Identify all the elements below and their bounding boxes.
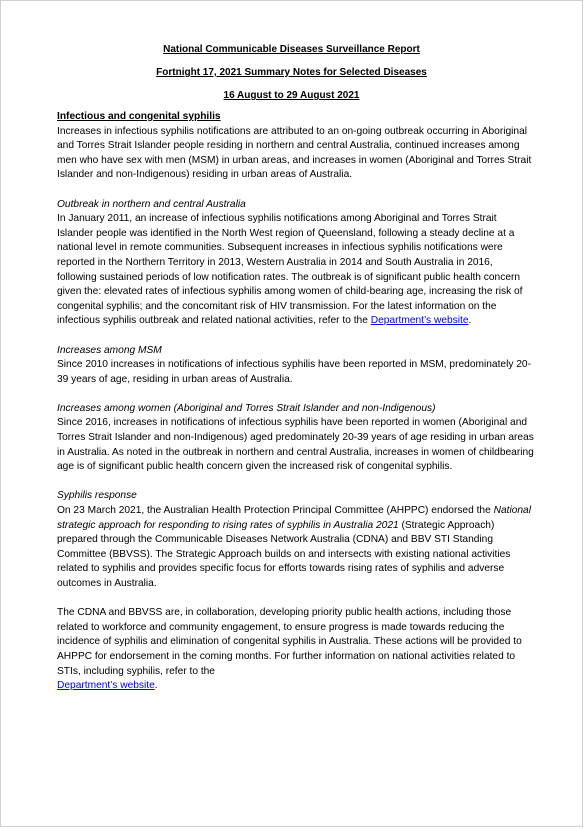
women-paragraph: Since 2016, increases in notifications of infectious syphilis have been reported in women (Aboriginal and Torres Strait Islander and non-Indigenous) aged predominately 20-39 years of age residing in urban areas in Australia. As noted in the outbreak in northern and central Australia, increases in women of childbearing age is of significant public health concern given the increased risk of congenital syphilis. xyxy=(57,417,534,473)
cdna-text: The CDNA and BBVSS are, in collaboration, developing priority public health actions, including those related to workforce and community engagement, to ensure progress is made towards reducing the incidence of syphilis and elimination of congenital syphilis in Australia. These actions will be provided to AHPPC for endorsement in the coming months. For further information on national activities related to STIs, including syphilis, refer to the xyxy=(57,607,522,677)
section-heading: Infectious and congenital syphilis xyxy=(57,111,221,122)
department-website-link-2[interactable]: Department’s website xyxy=(57,680,155,692)
document-body xyxy=(57,110,535,694)
outbreak-paragraph xyxy=(57,212,535,329)
msm-heading: Increases among MSM xyxy=(57,344,162,356)
strategic-approach-title: National strategic approach for responding to rising rates of syphilis in Australia 2021 xyxy=(57,505,531,531)
women-heading: Increases among women (Aboriginal and Torres Strait Islander and non-Indigenous) xyxy=(57,402,436,414)
response-text-a: On 23 March 2021, the Australian Health Protection Principal Committee (AHPPC) endorsed the xyxy=(57,505,494,517)
response-paragraph xyxy=(57,504,535,592)
report-subtitle: Fortnight 17, 2021 Summary Notes for Selected Diseases xyxy=(156,67,427,78)
outbreak-text: In January 2011, an increase of infectious syphilis notifications among Aboriginal and Torres Strait Islander people was identified in the North West region of Queensland, following a steady decline at a national level in remote communities. Subsequent increases in infectious syphilis notifications were reported in the Northern Territory in 2013, Western Australia in 2014 and South Australia in 2016, following sustained periods of low notification rates. The outbreak is of significant public health concern given the: elevated rates of infectious syphilis among women of child-bearing age, increasing the risk of congenital syphilis; and the concomitant risk of HIV transmission. For the latest information on the infectious syphilis outbreak and related national activities, refer to the xyxy=(57,213,523,327)
response-heading: Syphilis response xyxy=(57,490,137,502)
cdna-link-period: . xyxy=(154,680,158,692)
response-text-b: (Strategic Approach) prepared through the Communicable Diseases Network Australia (CDNA) and BBV STI Standing Committee (BBVSS). The Strategic Approach builds on and intersects with existing national activities related to syphilis and provides specific focus for efforts towards rising rates of syphilis and adverse outcomes in Australia. xyxy=(57,519,511,589)
report-dates: 16 August to 29 August 2021 xyxy=(223,90,360,101)
department-website-link[interactable]: Department’s website xyxy=(370,315,469,327)
cdna-paragraph xyxy=(57,606,535,694)
outbreak-link-period: . xyxy=(468,315,472,327)
msm-paragraph: Since 2010 increases in notifications of infectious syphilis have been reported in MSM, predominately 20-39 years of age, residing in urban areas of Australia. xyxy=(57,359,531,385)
outbreak-heading: Outbreak in northern and central Australia xyxy=(57,198,246,210)
report-title: National Communicable Diseases Surveillance Report xyxy=(163,44,420,55)
intro-paragraph: Increases in infectious syphilis notifications are attributed to an on-going outbreak occurring in Aboriginal and Torres Strait Islander people residing in northern and central Australia, continued increases among men who have sex with men (MSM) in urban areas, and increases in women (Aboriginal and Torres Strait Islander and non-Indigenous) residing in urban areas of Australia. xyxy=(57,125,532,181)
